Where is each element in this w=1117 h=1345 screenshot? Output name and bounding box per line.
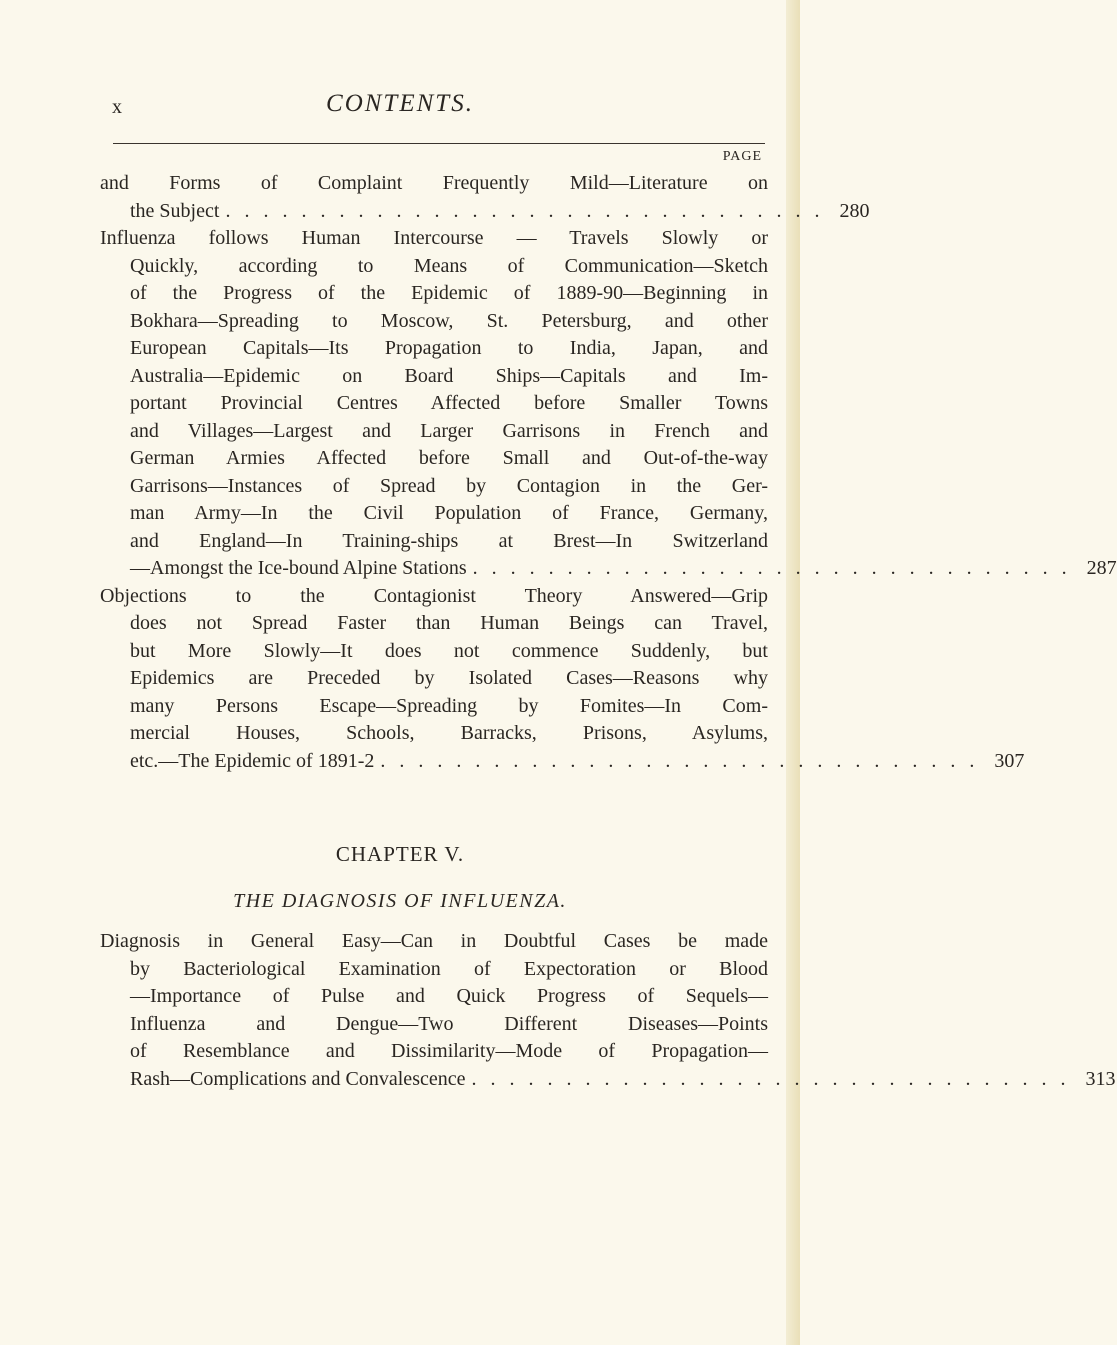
entry-last-line: —Amongst the Ice-bound Alpine Stations [130, 557, 467, 579]
entry-text-line: Bokhara—Spreading to Moscow, St. Petersburg, and other [130, 309, 768, 332]
entry-page-number: 313 [1085, 1067, 1116, 1090]
entry-page-number: 287 [1086, 557, 1117, 579]
contents-entries [100, 170, 1117, 775]
entry-text-line: man Army—In the Civil Population of France, Germany, [130, 502, 768, 524]
header-rule [113, 143, 765, 144]
entry-text-line: Influenza and Dengue—Two Different Diseases—Points [130, 1012, 768, 1035]
entry-text-line: portant Provincial Centres Affected before Smaller Towns [130, 392, 768, 414]
contents-entry [100, 225, 1117, 583]
entry-text-line: many Persons Escape—Spreading by Fomites—In Com- [130, 694, 768, 717]
contents-entry [100, 583, 1025, 776]
entry-text-line: of Resemblance and Dissimilarity—Mode of Propagation— [130, 1040, 768, 1062]
leader-dots: ................................ [380, 749, 989, 772]
chapter-entries [100, 928, 1116, 1093]
entry-page-number: 280 [839, 199, 870, 222]
folio-number: x [112, 96, 122, 118]
contents-entry [100, 170, 870, 225]
entry-text-line: European Capitals—Its Propagation to India, Japan, and [130, 337, 768, 359]
entry-text-line: and England—In Training-ships at Brest—In Switzerland [130, 529, 768, 552]
entry-page-number: 307 [994, 749, 1025, 772]
chapter-title: THE DIAGNOSIS OF INFLUENZA. [233, 890, 567, 912]
leader-dots: ................................ [471, 1067, 1080, 1090]
contents-entry [100, 928, 1116, 1093]
entry-text-line: Quickly, according to Means of Communication—Sketch [130, 254, 768, 277]
leader-dots: ................................ [225, 199, 834, 222]
page-column-label: PAGE [722, 149, 762, 164]
leader-dots: ................................ [472, 557, 1081, 579]
entry-text-line: German Armies Affected before Small and Out-of-the-way [130, 447, 768, 469]
entry-text-line: Objections to the Contagionist Theory Answered—Grip [100, 584, 768, 607]
page-header [0, 90, 800, 130]
entry-text-line: by Bacteriological Examination of Expectoration or Blood [130, 957, 768, 980]
entry-text-line: Diagnosis in General Easy—Can in Doubtful Cases be made [100, 930, 768, 952]
running-title: CONTENTS. [326, 90, 474, 117]
entry-last-line: the Subject [130, 199, 220, 222]
entry-text-line: but More Slowly—It does not commence Suddenly, but [130, 639, 768, 662]
entry-text-line: Australia—Epidemic on Board Ships—Capitals and Im- [130, 364, 768, 387]
entry-text-line: of the Progress of the Epidemic of 1889-90—Beginning in [130, 282, 768, 304]
entry-text-line: and Villages—Largest and Larger Garrisons in French and [130, 419, 768, 442]
entry-text-line: does not Spread Faster than Human Beings can Travel, [130, 612, 768, 634]
entry-text-line: and Forms of Complaint Frequently Mild—Literature on [100, 172, 768, 194]
chapter-heading: CHAPTER V. [335, 842, 465, 866]
entry-last-line: etc.—The Epidemic of 1891-2 [130, 749, 375, 772]
entry-text-line: mercial Houses, Schools, Barracks, Prisons, Asylums, [130, 722, 768, 744]
entry-text-line: Influenza follows Human Intercourse — Travels Slowly or [100, 227, 768, 249]
entry-text-line: Garrisons—Instances of Spread by Contagion in the Ger- [130, 474, 768, 497]
entry-text-line: Epidemics are Preceded by Isolated Cases—Reasons why [130, 667, 768, 689]
entry-last-line: Rash—Complications and Convalescence [130, 1067, 466, 1090]
entry-text-line: —Importance of Pulse and Quick Progress of Sequels— [130, 985, 768, 1007]
